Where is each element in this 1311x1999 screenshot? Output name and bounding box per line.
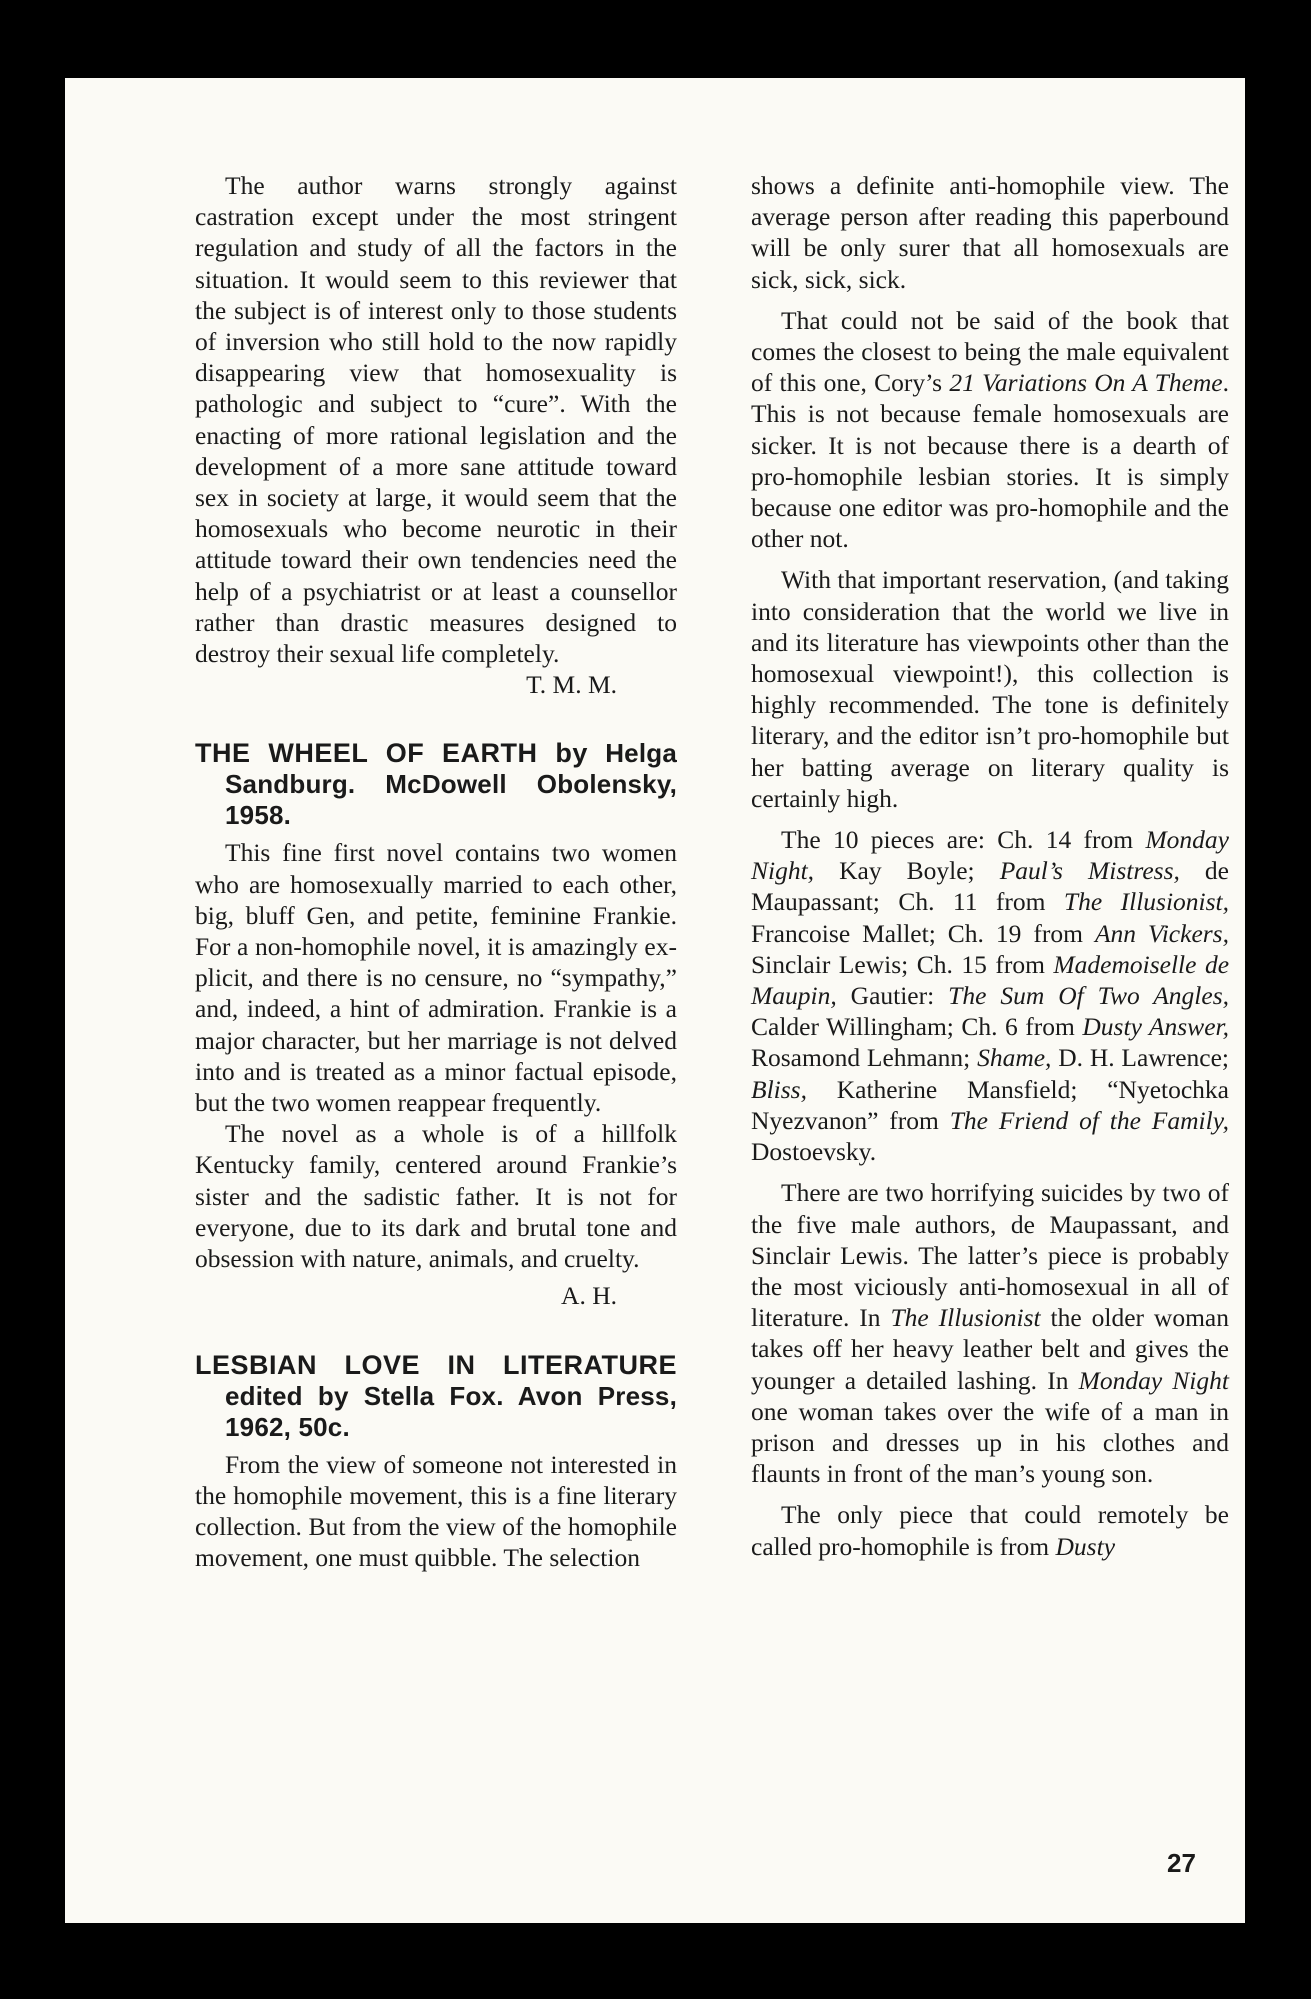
book-title: 21 Variations On A Theme (949, 368, 1223, 398)
book-title: Bliss, (751, 1074, 807, 1104)
right-column (751, 170, 1229, 1562)
page-number: 27 (1167, 1848, 1196, 1878)
paragraph: The author warns strongly against castration except under the most stringent regulation and study of all the factors in the situation. It would seem to this reviewer that the subject is of interest only to those students of inversion who still hold to the now rapidly disappearing view that homosexuality is pathologic and subject to “cure”. With the enacting of more rational legislation and the development of a more sane attitude toward sex in society at large, it would seem that the homosexuals who become neurotic in their attitude toward their own tendencies need the help of a psychiatrist or at least a counsellor rather than drastic measures designed to destroy their sexual life completely. (195, 171, 677, 669)
reviewer-signature: T. M. M. (526, 670, 617, 700)
book-title: The Illusionist (890, 1303, 1041, 1333)
book-title: Dusty (1055, 1531, 1116, 1561)
book-title: Shame, (977, 1043, 1052, 1073)
book-title: Monday Night, (751, 825, 1229, 886)
paragraph: The novel as a whole is of a hillfolk Kentucky family, centered around Frankie’s sister and the sadistic father. It is not for everyone, due to its dark and brutal tone and obsession with nature, animals, and cruelty. (195, 1119, 677, 1274)
reviewer-signature: A. H. (561, 1281, 617, 1311)
book-title: The Illusionist, (1063, 887, 1229, 917)
review-heading (195, 738, 677, 831)
paragraph: That could not be said of the book that comes the closest to being the male equivalent of this one, Cory’s 21 Variations On A Theme. This is not because female homosexuals are sicker. It is not because there is a dearth of pro-homophile lesbian stories. It is simply because one editor was pro-homophile and the other not. (751, 305, 1229, 554)
paragraph: From the view of someone not interested in the homophile movement, this is a fine literary collection. But from the view of the homophile movement, one must quibble. The selection (195, 1449, 677, 1573)
magazine-page (65, 78, 1245, 1923)
review-publication-info: Helga Sandburg. McDowell Obolensky, 1958. (225, 738, 677, 831)
book-title: Paul’s Mistress, (999, 856, 1180, 886)
review-title: LESBIAN LOVE IN LITERATURE (195, 1349, 677, 1380)
review-title: THE WHEEL OF EARTH by (195, 738, 588, 769)
paragraph: shows a definite anti-homophile view. The average person after reading this paperbound will be only surer that all homosexuals are sick, sick, sick. (751, 171, 1229, 294)
paragraph: There are two horrifying suicides by two of the five male authors, de Maupassant, and Sinclair Lewis. The latter’s piece is probably the most viciously anti-homosexual in all of literature. In The Illusionist the older woman takes off her heavy leather belt and gives the younger a detailed lashing. In Monday Night one woman takes over the wife of a man in prison and dresses up in his clothes and flaunts in front of the man’s young son. (751, 1178, 1229, 1489)
page-number-container (1167, 1848, 1196, 1879)
book-title: The Sum Of Two Angles, (948, 981, 1229, 1011)
book-title: Ann Vickers, (1094, 918, 1229, 948)
paragraph: The 10 pieces are: Ch. 14 from Monday Night, Kay Boyle; Paul’s Mistress, de Maupassant; Ch. 11 from The Illusionist, Francoise Mallet; Ch. 19 from Ann Vickers, Sinclair Lewis; Ch. 15 from Mademoiselle de Maupin, Gautier: The Sum Of Two Angles, Calder Willingham; Ch. 6 from Dusty Answer, Rosamond Lehmann; Shame, D. H. Lawrence; Bliss, Katherine Mansfield; “Nyetochka Nyezvanon” from The Friend of the Family, Dostoevsky. (751, 825, 1230, 1167)
review-heading (195, 1350, 677, 1443)
book-title: Dusty Answer, (1082, 1012, 1229, 1042)
paragraph: With that important reservation, (and taking into consideration that the world we live in and its literature has viewpoints other than the homosexual viewpoint!), this collection is highly recommended. The tone is definitely literary, and the editor isn’t pro-homophile but her batting average on literary quality is certainly high. (751, 565, 1229, 813)
book-title: Mademoiselle de Maupin, (751, 949, 1230, 1011)
paragraph: This fine first novel contains two women who are homosexually married to each other, big, bluff Gen, and petite, feminine Frankie. For a non-homophile novel, it is amazingly explicit, and there is no censure, no “sympathy,” and, indeed, a hint of admiration. Frankie is a major character, but her marriage is not delved into and is treated as a minor factual episode, but the two women reappear frequently. (195, 838, 677, 1118)
left-column (195, 170, 677, 1573)
book-title: Monday Night (1078, 1365, 1229, 1395)
review-publication-info: edited by Stella Fox. Avon Press, 1962, 50c. (225, 1380, 677, 1442)
book-title: The Friend of the Family, (949, 1105, 1229, 1135)
paragraph: The only piece that could remotely be called pro-homophile is from Dusty (751, 1500, 1229, 1561)
